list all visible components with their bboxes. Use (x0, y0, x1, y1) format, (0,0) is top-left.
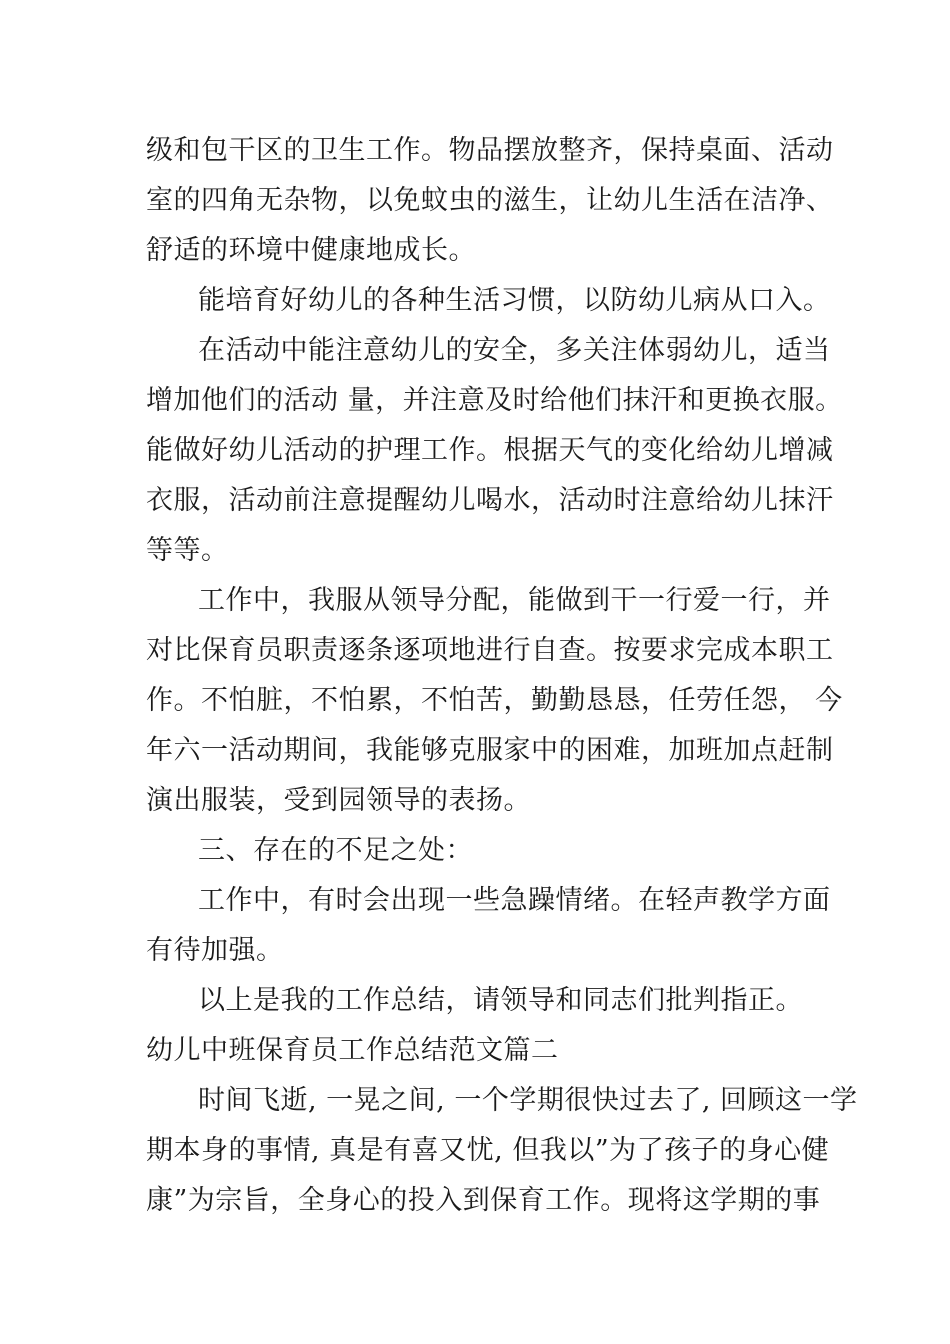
paragraph-line: 时间飞逝, 一晃之间, 一个学期很快过去了, 回顾这一学 (198, 1085, 858, 1116)
text-line: 年六一活动期间，我能够克服家中的困难，加班加点赶制 (146, 735, 834, 766)
text-line: 级和包干区的卫生工作。物品摆放整齐，保持桌面、活动 (146, 135, 834, 166)
article-title: 幼儿中班保育员工作总结范文篇二 (146, 1035, 559, 1066)
text-line: 康”为宗旨，全身心的投入到保育工作。现将这学期的事 (146, 1185, 821, 1216)
text-line: 舒适的环境中健康地成长。 (146, 235, 476, 266)
paragraph-line: 以上是我的工作总结，请领导和同志们批判指正。 (198, 985, 803, 1016)
text-line: 衣服，活动前注意提醒幼儿喝水，活动时注意给幼儿抹汗 (146, 485, 834, 516)
paragraph-line: 工作中，我服从领导分配，能做到干一行爱一行，并 (198, 585, 831, 616)
text-line: 作。不怕脏，不怕累，不怕苦，勤勤恳恳，任劳任怨， 今 (146, 685, 843, 716)
paragraph-line: 工作中，有时会出现一些急躁情绪。在轻声教学方面 (198, 885, 831, 916)
text-line: 有待加强。 (146, 935, 284, 966)
text-line: 对比保育员职责逐条逐项地进行自查。按要求完成本职工 (146, 635, 834, 666)
text-line: 室的四角无杂物，以免蚊虫的滋生，让幼儿生活在洁净、 (146, 185, 834, 216)
text-line: 等等。 (146, 535, 229, 566)
text-line: 演出服装，受到园领导的表扬。 (146, 785, 531, 816)
paragraph-line: 在活动中能注意幼儿的安全，多关注体弱幼儿，适当 (198, 335, 831, 366)
text-line: 增加他们的活动 量，并注意及时给他们抹汗和更换衣服。 (146, 385, 843, 416)
paragraph-line: 能培育好幼儿的各种生活习惯，以防幼儿病从口入。 (198, 285, 831, 316)
text-line: 能做好幼儿活动的护理工作。根据天气的变化给幼儿增减 (146, 435, 834, 466)
text-line: 期本身的事情, 真是有喜又忧, 但我以”为了孩子的身心健 (146, 1135, 830, 1166)
section-heading: 三、存在的不足之处： (198, 835, 473, 866)
